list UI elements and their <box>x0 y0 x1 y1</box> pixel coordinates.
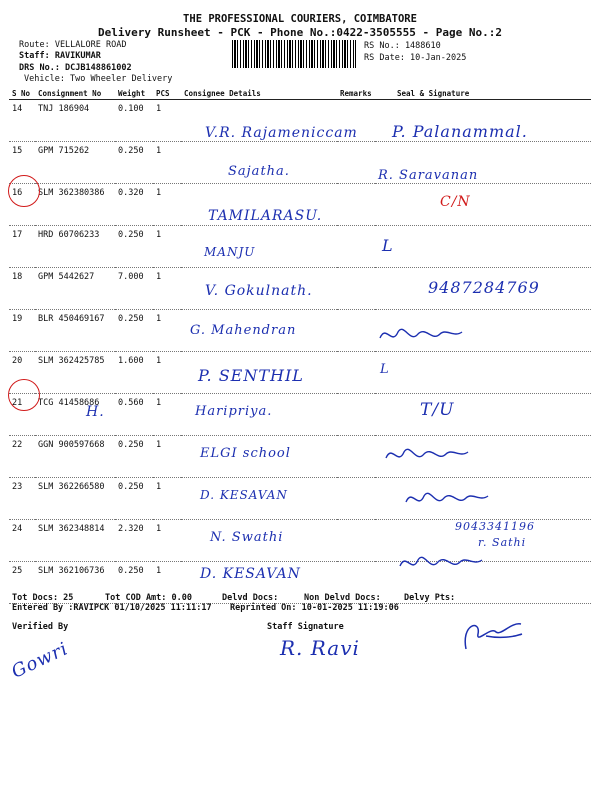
consignee-handwriting: P. SENTHIL <box>198 366 304 385</box>
entered-by: Entered By :RAVIPCK 01/10/2025 11:11:17 <box>12 603 212 613</box>
row-consignment-no: SLM 362348814 <box>35 520 115 562</box>
row-weight: 0.560 <box>115 394 153 436</box>
consignee-handwriting: Haripriya. <box>195 404 273 419</box>
reprinted-on: Reprinted On: 10-01-2025 11:19:06 <box>230 603 399 613</box>
staff-signature: R. Ravi <box>280 636 360 660</box>
consignee-handwriting: V. Gokulnath. <box>205 283 313 299</box>
seal-signature: L <box>382 236 394 255</box>
vehicle-label: Vehicle: Two Wheeler Delivery <box>24 74 173 84</box>
row-sno: 22 <box>9 436 35 478</box>
row-weight: 0.250 <box>115 436 153 478</box>
row-pcs: 1 <box>153 226 181 268</box>
row-remarks <box>337 310 375 352</box>
consignee-handwriting: MANJU <box>204 245 256 259</box>
col-sno: S No <box>9 87 35 100</box>
verified-by-label: Verified By <box>12 622 69 632</box>
table-row <box>9 142 591 184</box>
row-consignment-no: SLM 362425785 <box>35 352 115 394</box>
seal-signature: R. Saravanan <box>378 168 479 183</box>
rs-number: RS No.: 1488610 <box>364 41 441 51</box>
verified-signature: Gowri <box>8 638 72 683</box>
table-row <box>9 478 591 520</box>
row-pcs: 1 <box>153 520 181 562</box>
row-consignment-no: SLM 362380386 <box>35 184 115 226</box>
row-weight: 0.250 <box>115 226 153 268</box>
row-sno: 19 <box>9 310 35 352</box>
row-sno: 17 <box>9 226 35 268</box>
route-label: Route: VELLALORE ROAD <box>19 40 127 50</box>
row-consignment-no: GGN 900597668 <box>35 436 115 478</box>
row-consignment-no: GPM 5442627 <box>35 268 115 310</box>
consignee-handwriting: V.R. Rajameniccam <box>205 125 358 141</box>
row-remarks <box>337 478 375 520</box>
row-sno: 20 <box>9 352 35 394</box>
row-sno: 23 <box>9 478 35 520</box>
row-consignment-no: SLM 362106736 <box>35 562 115 604</box>
row-sno: 21 <box>9 394 35 436</box>
consignee-handwriting: ELGI school <box>200 446 291 461</box>
row-remarks <box>337 268 375 310</box>
seal-scribble-signature <box>376 320 466 350</box>
seal-extra-name: r. Sathi <box>478 536 527 549</box>
consignee-handwriting: TAMILARASU. <box>208 208 323 224</box>
row-remarks <box>337 520 375 562</box>
col-consignee: Consignee Details <box>181 87 337 100</box>
consignee-handwriting: G. Mahendran <box>190 323 297 338</box>
consignee-handwriting: N. Swathi <box>210 530 284 545</box>
row-sno: 25 <box>9 562 35 604</box>
red-circle-mark-21 <box>8 379 40 411</box>
row-pcs: 1 <box>153 352 181 394</box>
total-docs: Tot Docs: 25 <box>12 593 74 603</box>
row-consignment-no: SLM 362266580 <box>35 478 115 520</box>
row-pcs: 1 <box>153 562 181 604</box>
seal-scribble-signature <box>396 548 486 578</box>
col-remarks: Remarks <box>337 87 375 100</box>
table-header-row <box>9 87 591 100</box>
row-pcs: 1 <box>153 436 181 478</box>
consignee-handwriting: D. KESAVAN <box>200 488 288 502</box>
total-cod: Tot COD Amt: 0.00 <box>105 593 192 603</box>
row-weight: 7.000 <box>115 268 153 310</box>
row-pcs: 1 <box>153 142 181 184</box>
row-remarks <box>337 394 375 436</box>
seal-signature: P. Palanammal. <box>392 122 528 141</box>
row-weight: 0.250 <box>115 142 153 184</box>
col-seal: Seal & Signature <box>375 87 591 100</box>
row-sno: 18 <box>9 268 35 310</box>
red-circle-mark-16 <box>8 175 40 207</box>
row-seal <box>375 394 591 436</box>
consignee-handwriting: Sajatha. <box>228 164 290 179</box>
row-sno: 16 <box>9 184 35 226</box>
rs-date: RS Date: 10-Jan-2025 <box>364 53 467 63</box>
row-pcs: 1 <box>153 310 181 352</box>
row-seal <box>375 184 591 226</box>
row-consignment-no: TCG 41458686 <box>35 394 115 436</box>
col-consignment: Consignment No <box>35 87 115 100</box>
staff-signature-label: Staff Signature <box>267 622 344 632</box>
seal-signature: C/N <box>440 194 471 210</box>
row-weight: 0.250 <box>115 478 153 520</box>
initial-mark: H. <box>86 404 105 420</box>
row-weight: 0.250 <box>115 562 153 604</box>
seal-signature: L <box>380 362 390 377</box>
runsheet-subtitle: Delivery Runsheet - PCK - Phone No.:0422-3505555 - Page No.:2 <box>98 26 502 39</box>
seal-signature: 9043341196 <box>455 520 535 533</box>
row-seal <box>375 352 591 394</box>
table-row <box>9 226 591 268</box>
row-weight: 1.600 <box>115 352 153 394</box>
row-sno: 24 <box>9 520 35 562</box>
row-weight: 0.100 <box>115 100 153 142</box>
row-remarks <box>337 226 375 268</box>
table-row <box>9 310 591 352</box>
row-pcs: 1 <box>153 268 181 310</box>
row-sno: 15 <box>9 142 35 184</box>
seal-scribble-signature <box>402 484 492 514</box>
barcode <box>232 40 356 68</box>
company-title: THE PROFESSIONAL COURIERS, COIMBATORE <box>183 13 417 25</box>
seal-scribble-signature <box>382 440 472 470</box>
consignee-handwriting: D. KESAVAN <box>200 566 301 582</box>
staff-label: Staff: RAVIKUMAR <box>19 51 101 61</box>
seal-signature: T/U <box>420 400 455 420</box>
row-consignment-no: HRD 60706233 <box>35 226 115 268</box>
row-pcs: 1 <box>153 478 181 520</box>
row-weight: 0.250 <box>115 310 153 352</box>
delivered-docs: Delvd Docs: <box>222 593 279 603</box>
col-pcs: PCS <box>153 87 181 100</box>
row-consignment-no: TNJ 186904 <box>35 100 115 142</box>
row-consignment-no: GPM 715262 <box>35 142 115 184</box>
row-pcs: 1 <box>153 100 181 142</box>
row-remarks <box>337 436 375 478</box>
row-weight: 2.320 <box>115 520 153 562</box>
row-pcs: 1 <box>153 184 181 226</box>
delivery-points: Delvy Pts: <box>404 593 456 603</box>
seal-signature: 9487284769 <box>428 278 540 297</box>
row-remarks <box>337 184 375 226</box>
row-remarks <box>337 142 375 184</box>
row-consignment-no: BLR 450469167 <box>35 310 115 352</box>
col-weight: Weight <box>115 87 153 100</box>
row-sno: 14 <box>9 100 35 142</box>
row-seal <box>375 226 591 268</box>
drs-label: DRS No.: DCJB148861002 <box>19 63 132 73</box>
row-weight: 0.320 <box>115 184 153 226</box>
row-remarks <box>337 352 375 394</box>
row-pcs: 1 <box>153 394 181 436</box>
non-delivered-docs: Non Delvd Docs: <box>304 593 381 603</box>
table-row <box>9 436 591 478</box>
staff-scribble-signature <box>456 614 526 654</box>
